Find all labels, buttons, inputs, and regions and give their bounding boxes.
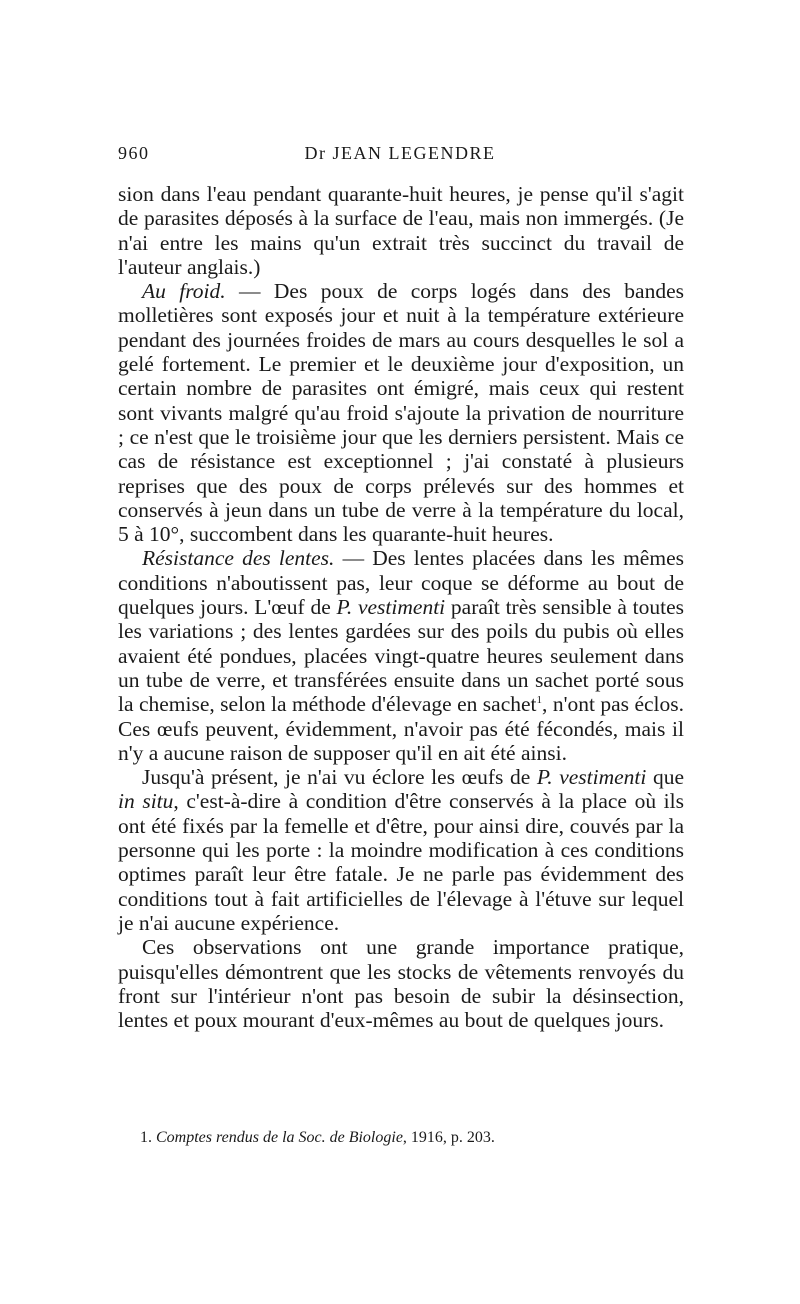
italic-text: in situ [118,789,174,814]
italic-text: P. vestimenti [336,595,446,620]
page-number: 960 [118,143,150,163]
footnote [140,1128,700,1148]
paragraph [118,765,684,935]
text-run: paraît très sensible à toutes les variations ; des lentes gardées sur des poils du pubis où elles avaient été pondues, placées vingt-quatre heures seulement dans un tube de verre, et transférées ensuite dans un sachet porté sous la chemise, selon la méthode d'élevage en sachet [118,595,685,717]
italic-text: Résistance des lentes. [142,546,335,571]
footnote-marker: 1. [140,1129,152,1146]
footnote-text [156,1129,495,1146]
text-run: Jusqu'à présent, je n'ai vu éclore les œufs de [142,765,537,790]
paragraph [118,935,684,1032]
text-run: , n'ont pas éclos. Ces œufs peuvent, évidemment, n'avoir pas été fécondés, mais il n'y a aucune raison de supposer qu'il en ait été ainsi. [118,692,684,765]
paragraph [118,546,684,765]
text-run: — Des lentes placées dans les mêmes conditions n'aboutissent pas, leur coque se déforme au bout de quelques jours. L'œuf de [118,546,684,620]
footnote-ref: 1 [536,694,543,707]
text-run: sion dans l'eau pendant quarante-huit heures, je pense qu'il s'agit de parasites déposés à la surface de l'eau, mais non immergés. (Je n'ai entre les mains qu'un extrait très succinct du travail de l'auteur anglais.) [118,182,684,279]
paragraph [118,279,684,546]
text-run: que [646,765,684,790]
body-text [118,182,684,1032]
text-run: , 1916, p. 203. [402,1129,495,1146]
italic-text: Comptes rendus de la Soc. de Biologie [156,1129,403,1146]
paragraph [118,182,684,279]
text-run: — Des poux de corps logés dans des bandes molletières sont exposés jour et nuit à la température extérieure pendant des journées froides de mars au cours desquelles le sol a gelé fortement. Le premier et le deuxième jour d'exposition, un certain nombre de parasites ont émigré, mais ceux qui restent sont vivants malgré qu'au froid s'ajoute la privation de nourriture ; ce n'est que le troisième jour que les derniers persistent. Mais ce cas de résistance est exceptionnel ; j'ai constaté à plusieurs reprises que des poux de corps prélevés sur des hommes et conservés à jeun dans un tube de verre à la température du local, 5 à 10°, succombent dans les quarante-huit heures. [118,279,684,547]
text-run: , c'est-à-dire à condition d'être conservés à la place où ils ont été fixés par la femelle et d'être, pour ainsi dire, couvés par la personne qui les porte : la moindre modification à ces conditions optimes paraît leur être fatale. Je ne parle pas évidemment des conditions tout à fait artificielles de l'élevage à l'étuve sur lequel je n'ai aucune expérience. [118,789,684,935]
text-run: Ces observations ont une grande importance pratique, puisqu'elles démontrent que les stocks de vêtements renvoyés du front sur l'intérieur n'ont pas besoin de subir la désinsection, lentes et poux mourant d'eux-mêmes au bout de quelques jours. [118,935,684,1033]
italic-text: Au froid. [142,279,226,304]
italic-text: P. vestimenti [536,765,647,790]
running-title: Dr JEAN LEGENDRE [304,143,496,163]
